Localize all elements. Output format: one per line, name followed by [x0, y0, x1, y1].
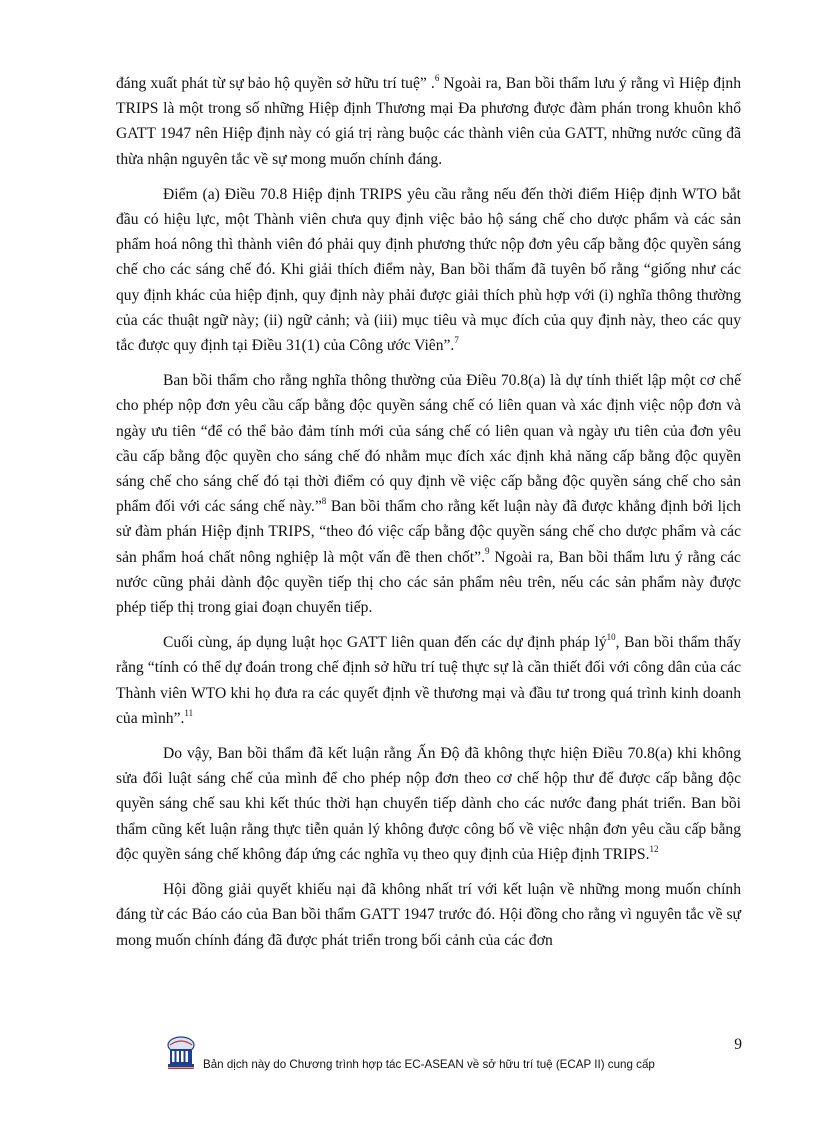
paragraph: [116, 877, 741, 953]
paragraph-text: Ngoài ra, Ban bồi thẩm lưu ý rằng vì Hiệp định TRIPS là một trong số những Hiệp định Thương mại Đa phương được đàm phán trong khuôn khổ GATT 1947 nên Hiệp định này có giá trị ràng buộc các thành viên của GATT, những nước cũng đã thừa nhận nguyên tắc về sự mong muốn chính đáng.: [116, 75, 741, 168]
page-number: 9: [734, 1036, 742, 1053]
footnote-ref[interactable]: 12: [649, 843, 659, 854]
footer: [163, 1035, 723, 1075]
footnote-ref[interactable]: 6: [434, 72, 440, 83]
paragraph-text: Điểm (a) Điều 70.8 Hiệp định TRIPS yêu cầu rằng nếu đến thời điểm Hiệp định WTO bắt đầu có hiệu lực, một Thành viên chưa quy định việc bảo hộ sáng chế cho dược phẩm và các sản phẩm hoá nông thì thành viên đó phải quy định phương thức nộp đơn yêu cấp bằng độc quyền sáng chế cho các sáng chế đó. Khi giải thích điểm này, Ban bồi thẩm đã tuyên bố rằng “giống như các quy định khác của hiệp định, quy định này phải được giải thích phù hợp với (i) nghĩa thông thường của các thuật ngữ này; (ii) ngữ cảnh; và (iii) mục tiêu và mục đích của quy định này, theo các quy tắc được quy định tại Điều 31(1) của Công ước Viên”.: [116, 185, 741, 355]
footnote-ref[interactable]: 11: [184, 707, 194, 718]
paragraph: [116, 182, 741, 358]
body-text: [116, 71, 741, 963]
ecap-logo-icon: [163, 1035, 199, 1071]
footnote-ref[interactable]: 7: [454, 334, 459, 345]
paragraph-text: đáng xuất phát từ sự bảo hộ quyền sở hữu trí tuệ” .: [116, 75, 435, 92]
paragraph: [116, 630, 741, 731]
paragraph: [116, 741, 741, 867]
paragraph: [116, 368, 741, 620]
paragraph: [116, 71, 741, 172]
footnote-ref[interactable]: 9: [484, 546, 490, 557]
paragraph-text: Ban bồi thẩm cho rằng nghĩa thông thường của Điều 70.8(a) là dự tính thiết lập một cơ chế cho phép nộp đơn yêu cầu cấp bằng độc quyền sáng chế có liên quan và xác định việc nộp đơn và ngày ưu tiên “để có thể bảo đảm tính mới của sáng chế có liên quan và ngày ưu tiên của đơn yêu cầu cấp bằng độc quyền cho sáng chế đó nhằm mục đích xác định khả năng cấp bằng độc quyền sáng chế cho sáng chế đó tại thời điểm có quy định về việc cấp bằng độc quyền sáng chế cho sản phẩm đối với các sáng chế này.”: [116, 372, 741, 516]
footnote-ref[interactable]: 8: [321, 496, 327, 507]
paragraph-text: , Ban bồi thẩm thấy rằng “tính có thể dự đoán trong chế định sở hữu trí tuệ thực sự là cần thiết đối với công dân của các Thành viên WTO khi họ đưa ra các quyết định về thương mại và đầu tư trong quá trình kinh doanh của mình”.: [116, 634, 741, 727]
paragraph-text: Cuối cùng, áp dụng luật học GATT liên quan đến các dự định pháp lý: [163, 634, 607, 652]
paragraph-text: Ban bồi thẩm cho rằng kết luận này đã được khẳng định bởi lịch sử đàm phán Hiệp định TRIPS, “theo đó việc cấp bằng độc quyền sáng chế cho dược phẩm và các sản phẩm hoá chất nông nghiệp là một vấn đề then chốt”.: [116, 498, 741, 566]
paragraph-text: Hội đồng giải quyết khiếu nại đã không nhất trí với kết luận về những mong muốn chính đáng từ các Báo cáo của Ban bồi thẩm GATT 1947 trước đó. Hội đồng cho rằng vì nguyên tắc về sự mong muốn chính đáng đã được phát triển trong bối cảnh của các đơn: [116, 881, 741, 949]
footnote-ref[interactable]: 10: [606, 632, 616, 643]
paragraph-text: Do vậy, Ban bồi thẩm đã kết luận rằng Ấn Độ đã không thực hiện Điều 70.8(a) khi không sửa đổi luật sáng chế của mình để cho phép nộp đơn theo cơ chế hộp thư để được cấp bằng độc quyền sáng chế sau khi kết thúc thời hạn chuyển tiếp dành cho các nước đang phát triển. Ban bồi thẩm cũng kết luận rằng thực tiễn quản lý không được công bố về việc nhận đơn yêu cầu cấp bằng độc quyền sáng chế không đáp ứng các nghĩa vụ theo quy định của Hiệp định TRIPS.: [116, 745, 741, 863]
paragraph-text: Ngoài ra, Ban bồi thẩm lưu ý rằng các nước cũng phải dành độc quyền tiếp thị cho các sản phẩm nêu trên, nếu các sản phẩm này được phép tiếp thị trong giai đoạn chuyển tiếp.: [116, 548, 741, 617]
footer-text: Bản dịch này do Chương trình hợp tác EC-ASEAN về sở hữu trí tuệ (ECAP II) cung cấp: [203, 1058, 655, 1071]
